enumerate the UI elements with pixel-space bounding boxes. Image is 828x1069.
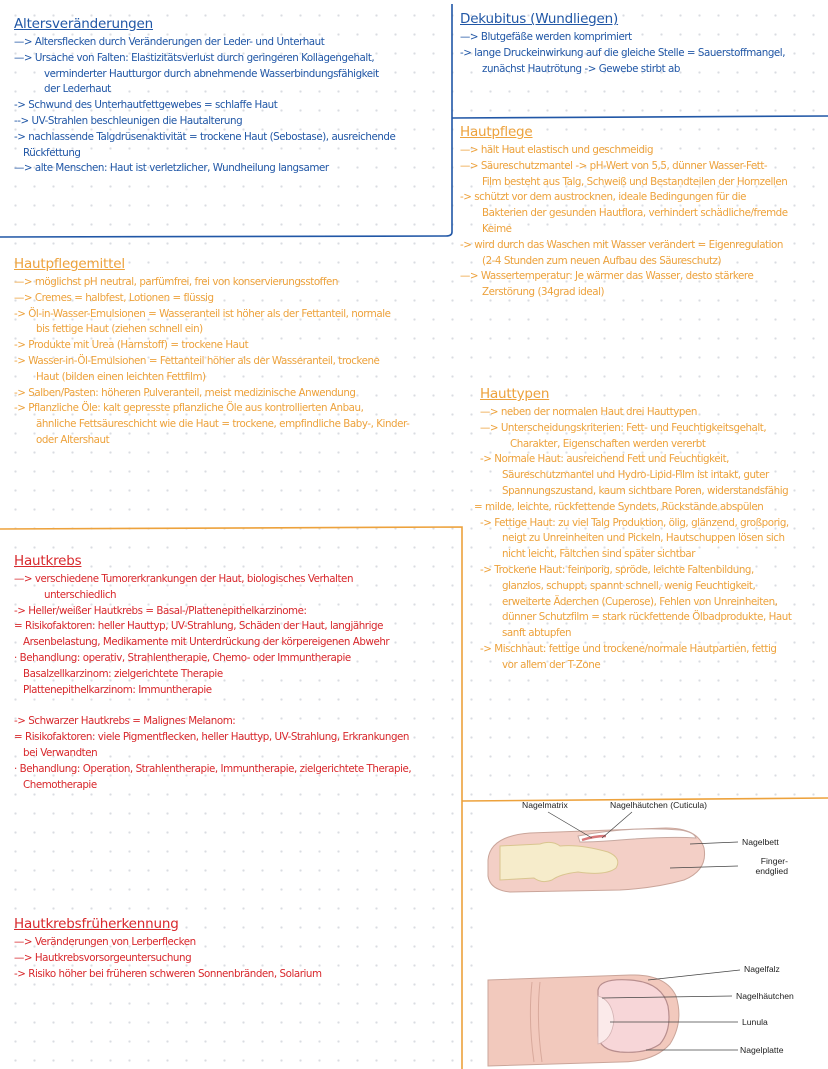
section-hauttypen — [474, 386, 792, 674]
note-line: Charakter, Eigenschaften werden vererbt — [510, 437, 706, 450]
note-line: Keime — [482, 222, 512, 235]
note-line: Säureschutzmantel und Hydro-Lipid-Film ist intakt, guter — [502, 469, 769, 482]
note-line: -> wird durch das Waschen mit Wasser verändert = Eigenregulation — [460, 238, 783, 251]
section-title: Hauttypen — [480, 386, 550, 402]
section-altersveraenderungen — [14, 16, 395, 177]
section-title: Dekubitus (Wundliegen) — [460, 11, 619, 27]
label-nagelhaeutchen-cuticula: Nagelhäutchen (Cuticula) — [610, 800, 707, 810]
note-line: Bakterien der gesunden Hautflora, verhindert schädliche/fremde — [482, 207, 788, 220]
note-line: —> Cremes = halbfest, Lotionen = flüssig — [14, 291, 214, 304]
note-line: Spannungszustand, kaum sichtbare Poren, widerstandsfähig — [502, 484, 789, 497]
note-line: Basalzellkarzinom: zielgerichtete Therapie — [23, 667, 223, 680]
note-line: -> Wasser-in-Öl-Emulsionen = Fettanteil höher als der Wasseranteil, trockene — [14, 354, 380, 367]
label-nagelplatte: Nagelplatte — [740, 1045, 784, 1055]
note-line: -> nachlassende Talgdrüsenaktivität = trockene Haut (Sebostase), ausreichende — [14, 130, 396, 143]
label-finger-endglied-1: Finger- — [760, 856, 788, 866]
section-title: Hautkrebsfrüherkennung — [14, 916, 179, 932]
note-line: -> schützt vor dem austrocknen, ideale Bedingungen für die — [460, 191, 747, 204]
section-title: Hautpflege — [460, 124, 533, 140]
note-line: Zerstörung (34grad ideal) — [482, 286, 605, 299]
label-lunula: Lunula — [742, 1017, 768, 1027]
label-nagelfalz: Nagelfalz — [744, 964, 780, 974]
note-line: -> lange Druckeinwirkung auf die gleiche Stelle = Sauerstoffmangel, — [460, 46, 786, 59]
note-line: —> Hautkrebsvorsorgeuntersuchung — [14, 951, 192, 964]
note-line: —> Blutgefäße werden komprimiert — [460, 31, 632, 43]
note-line: neigt zu Unreinheiten und Pickeln, Hautschuppen lösen sich — [502, 532, 785, 545]
nail-anatomy-figure — [470, 800, 826, 1069]
note-line: —> alte Menschen: Haut ist verletzlicher, Wundheilung langsamer — [14, 162, 329, 175]
note-line: · Behandlung: operativ, Strahlentherapie, Chemo- oder Immuntherapie — [14, 651, 351, 664]
note-line: -> Trockene Haut: feinporig, spröde, leichte Faltenbildung, — [480, 563, 754, 576]
note-line: Rückfettung — [23, 146, 81, 159]
note-line: bei Verwandten — [23, 746, 98, 759]
section-hautkrebs — [14, 553, 411, 793]
note-line: -> Risiko höher bei früheren schweren Sonnenbränden, Solarium — [14, 967, 322, 980]
note-line: -> Produkte mit Urea (Harnstoff) = trockene Haut — [14, 339, 249, 352]
note-line: —> neben der normalen Haut drei Hauttypen — [480, 406, 697, 418]
note-line: = milde, leichte, rückfettende Syndets, Rückstände abspülen — [474, 500, 764, 513]
note-line: —> hält Haut elastisch und geschmeidig — [460, 144, 654, 156]
note-line: --> UV-Strahlen beschleunigen die Hautalterung — [14, 114, 243, 127]
label-nagelmatrix: Nagelmatrix — [522, 800, 568, 810]
note-line: · Behandlung: Operation, Strahlentherapie, Immuntherapie, zielgerichtete Therapie, — [14, 762, 412, 775]
note-line: -> Pflanzliche Öle: kalt gepresste pflanzliche Öle aus kontrollierten Anbau, — [14, 402, 364, 415]
note-line: zunächst Hautrötung -> Gewebe stirbt ab — [482, 62, 680, 75]
note-line: oder Altershaut — [36, 433, 110, 446]
note-line: -> Schwarzer Hautkrebs = Malignes Melanom: — [14, 715, 236, 728]
section-title: Hautkrebs — [14, 553, 82, 569]
note-line: —> Ursache von Falten: Elastizitätsverlust durch geringeren Kollagengehalt, — [14, 51, 375, 64]
note-line: = Risikofaktoren: heller Hauttyp, UV-Strahlung, Schäden der Haut, langjährige — [14, 620, 383, 633]
note-line: bis fettige Haut (ziehen schnell ein) — [36, 323, 203, 336]
section-hautpflegemittel — [14, 256, 409, 449]
note-line: -> Salben/Pasten: höheren Pulveranteil, meist medizinische Anwendung — [14, 386, 356, 399]
note-line: -> Mischhaut: fettige und trockene/normale Hautpartien, fettig — [480, 642, 777, 655]
section-hautpflege — [460, 124, 788, 301]
note-line: Chemotherapie — [23, 778, 97, 791]
note-line: -> Schwund des Unterhautfettgewebes = schlaffe Haut — [14, 99, 278, 112]
note-line: verminderter Hautturgor durch abnehmende Wasserbindungsfähigkeit — [44, 67, 379, 80]
note-line: -> Öl-in-Wasser-Emulsionen = Wasseranteil ist höher als der Fettanteil, normale — [14, 307, 391, 320]
section-title: Altersveränderungen — [14, 16, 154, 32]
note-line: —> Säureschutzmantel -> pH-Wert von 5,5, dünner Wasser-Fett- — [460, 159, 768, 172]
note-line: —> Altersflecken durch Veränderungen der Leder- und Unterhaut — [14, 36, 325, 48]
note-line: —> verschiedene Tumorerkrankungen der Haut, biologisches Verhalten — [14, 573, 354, 585]
note-line: nicht leicht, Fältchen sind später sichtbar — [502, 548, 696, 561]
note-line: —> möglichst pH neutral, parfümfrei, frei von konservierungsstoffen — [14, 276, 338, 288]
note-line: erweiterte Äderchen (Cuperose), Fehlen von Unreinheiten, — [502, 595, 778, 608]
note-line: Film besteht aus Talg, Schweiß und Bestandteilen der Hornzellen — [482, 175, 788, 188]
note-line: -> Fettige Haut: zu viel Talg Produktion, ölig, glänzend, großporig, — [480, 516, 789, 529]
section-dekubitus — [460, 11, 785, 77]
note-line: —> Unterscheidungskriterien: Fett- und Feuchtigkeitsgehalt, — [480, 421, 767, 434]
label-finger-endglied-2: endglied — [755, 866, 788, 876]
note-line: sanft abtupfen — [502, 627, 572, 640]
note-line: glanzlos, schuppt, spannt schnell, wenig Feuchtigkeit, — [502, 579, 756, 592]
note-line: -> Normale Haut: ausreichend Fett und Feuchtigkeit, — [480, 453, 729, 466]
note-line: der Lederhaut — [44, 83, 111, 96]
note-line: ähnliche Fettsäureschicht wie die Haut = trockene, empfindliche Baby-, Kinder- — [36, 418, 410, 431]
note-line: vor allem der T-Zone — [502, 658, 601, 671]
note-line: unterschiedlich — [44, 588, 117, 601]
note-line: Haut (bilden einen leichten Fettfilm) — [36, 370, 206, 383]
label-nagelbett: Nagelbett — [742, 837, 779, 847]
note-line: (2-4 Stunden zum neuen Aufbau des Säureschutz) — [482, 254, 722, 267]
blue-divider-right — [452, 116, 828, 118]
note-line: —> Veränderungen von Lerberflecken — [14, 936, 196, 948]
section-hautkrebsfrueherkennung — [14, 916, 322, 982]
note-line: Plattenepithelkarzinom: Immuntherapie — [23, 683, 212, 696]
label-nagelhaeutchen: Nagelhäutchen — [736, 991, 794, 1001]
note-line: —> Wassertemperatur: Je wärmer das Wasser, desto stärkere — [460, 270, 754, 283]
note-line: Arsenbelastung, Medikamente mit Unterdrückung der körpereigenen Abwehr — [23, 636, 390, 649]
note-line: dünner Schutzfilm = stark rückfettende Ölbadprodukte, Haut — [502, 611, 792, 624]
section-title: Hautpflegemittel — [14, 256, 125, 272]
note-line: -> Heller/weißer Hautkrebs = Basal-/Plattenepithelkarzinome: — [14, 604, 307, 617]
note-line: = Risikofaktoren: viele Pigmentflecken, heller Hauttyp, UV-Strahlung, Erkrankungen — [14, 731, 409, 744]
